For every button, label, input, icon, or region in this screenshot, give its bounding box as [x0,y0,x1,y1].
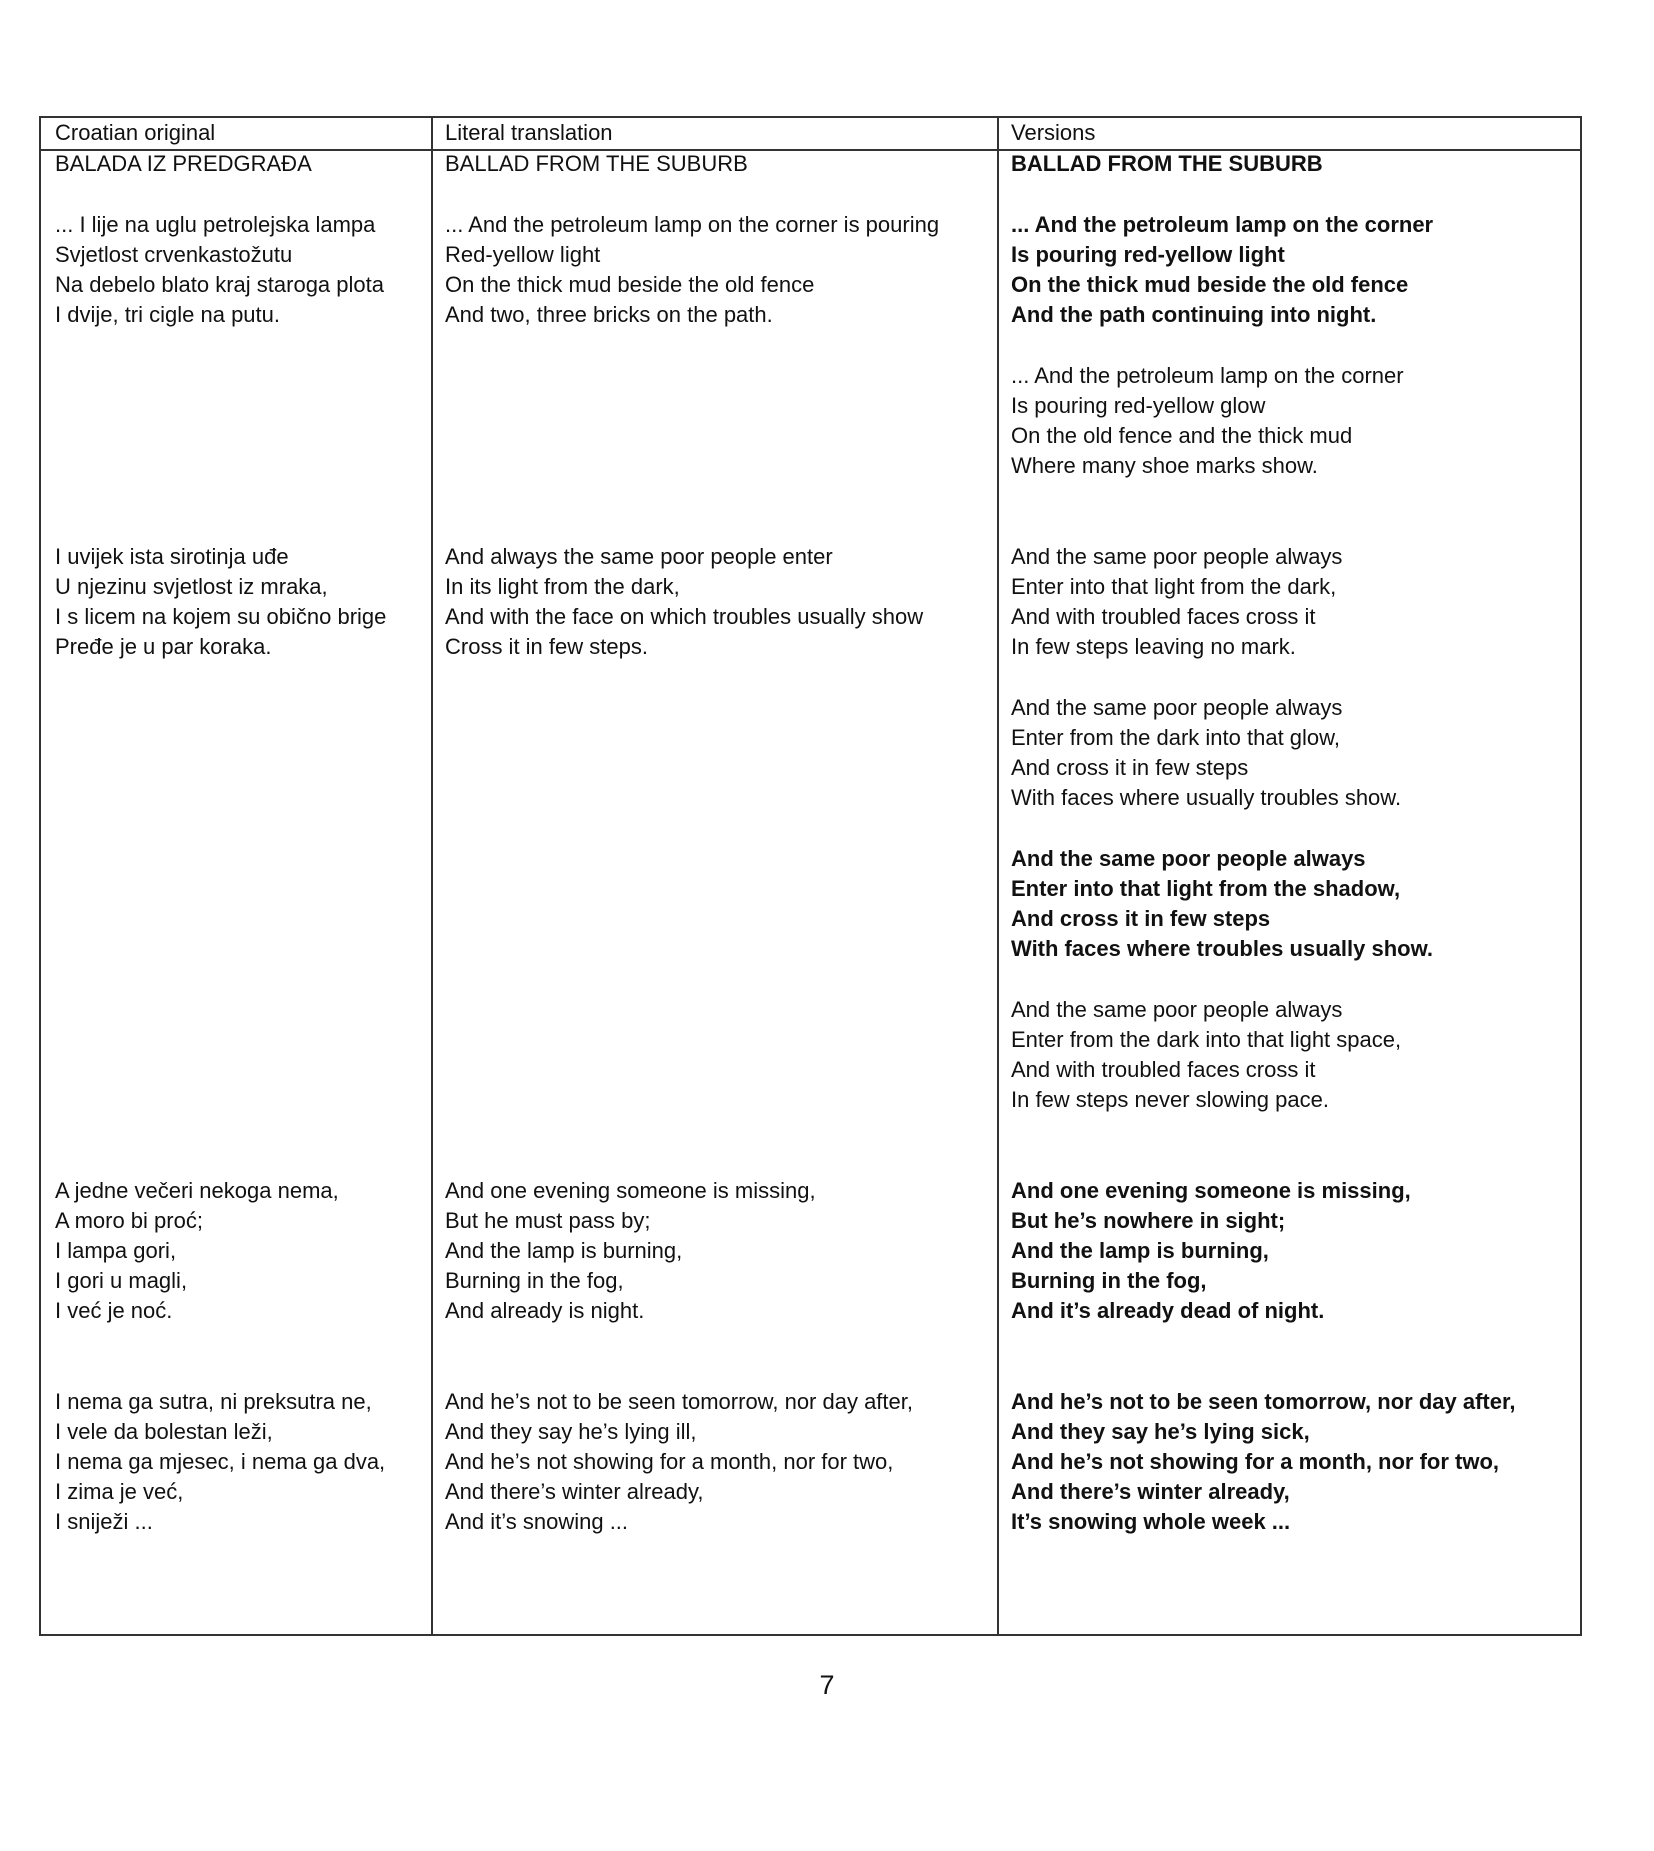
verse-line: On the thick mud beside the old fence [445,272,815,297]
verse-line: Burning in the fog, [445,1268,624,1293]
column-literal-translation [445,118,1000,1634]
poem-translation-table [39,116,1582,1636]
verse-line: Enter into that light from the shadow, [1011,876,1401,901]
verse-line: I uvijek ista sirotinja uđe [55,544,289,569]
page-number: 7 [819,1670,835,1700]
verse-line: Enter from the dark into that glow, [1011,725,1340,750]
verse-line: And one evening someone is missing, [445,1178,816,1203]
verse-line: ... I lije na uglu petrolejska lampa [55,212,376,237]
verse-line: I sniježi ... [55,1509,153,1534]
verse-line: And the lamp is burning, [1011,1238,1269,1263]
verse-line: ... And the petroleum lamp on the corner [1011,363,1404,388]
verse-line: And they say he’s lying sick, [1011,1419,1310,1444]
verse-line: And the same poor people always [1011,997,1343,1022]
header-literal: Literal translation [445,120,613,145]
verse-line: Is pouring red-yellow light [1011,242,1285,267]
verse-line: And there’s winter already, [445,1479,704,1504]
verse-line: A jedne večeri nekoga nema, [55,1178,339,1203]
verse-line: It’s snowing whole week ... [1011,1509,1291,1534]
verse-line: I lampa gori, [55,1238,177,1263]
verse-line: And cross it in few steps [1011,906,1271,931]
verse-line: With faces where usually troubles show. [1011,785,1402,810]
title-versions: BALLAD FROM THE SUBURB [1011,151,1323,176]
verse-line: And the same poor people always [1011,544,1343,569]
verse-line: Pređe je u par koraka. [55,634,272,659]
verse-line: And it’s already dead of night. [1011,1298,1325,1323]
verse-line: And he’s not showing for a month, nor for two, [445,1449,894,1474]
verse-line: And the path continuing into night. [1011,302,1377,327]
verse-line: I gori u magli, [55,1268,188,1293]
title-literal: BALLAD FROM THE SUBURB [445,151,748,176]
verse-line: And two, three bricks on the path. [445,302,773,327]
verse-line: Enter into that light from the dark, [1011,574,1337,599]
verse-line: In its light from the dark, [445,574,680,599]
title-original: BALADA IZ PREDGRAĐA [55,151,312,176]
verse-line: Burning in the fog, [1011,1268,1207,1293]
verse-line: I s licem na kojem su obično brige [55,604,387,629]
verse-line: I zima je već, [55,1479,184,1504]
column-divider-1 [431,118,433,1634]
header-original: Croatian original [55,120,216,145]
verse-line: And cross it in few steps [1011,755,1249,780]
verse-line: Enter from the dark into that light space, [1011,1027,1402,1052]
verse-line: On the old fence and the thick mud [1011,423,1353,448]
verse-line: And the same poor people always [1011,846,1366,871]
verse-line: A moro bi proć; [55,1208,203,1233]
verse-line: Is pouring red-yellow glow [1011,393,1266,418]
verse-line: And with troubled faces cross it [1011,604,1316,629]
verse-line: And they say he’s lying ill, [445,1419,697,1444]
verse-line: I dvije, tri cigle na putu. [55,302,281,327]
verse-line: And he’s not to be seen tomorrow, nor day after, [445,1389,913,1414]
verse-line: Where many shoe marks show. [1011,453,1318,478]
column-croatian-original [55,118,429,1634]
verse-line: And there’s winter already, [1011,1479,1290,1504]
verse-line: Svjetlost crvenkastožutu [55,242,293,267]
verse-line: I nema ga sutra, ni preksutra ne, [55,1389,372,1414]
verse-line: And he’s not to be seen tomorrow, nor day after, [1011,1389,1516,1414]
verse-line: Red-yellow light [445,242,601,267]
verse-line: And he’s not showing for a month, nor for two, [1011,1449,1500,1474]
verse-line: And with the face on which troubles usually show [445,604,924,629]
column-versions [1011,118,1571,1634]
verse-line: And it’s snowing ... [445,1509,629,1534]
verse-line: In few steps leaving no mark. [1011,634,1296,659]
verse-line: And with troubled faces cross it [1011,1057,1316,1082]
verse-line: And always the same poor people enter [445,544,833,569]
verse-line: I vele da bolestan leži, [55,1419,273,1444]
verse-line: But he must pass by; [445,1208,651,1233]
verse-line: I nema ga mjesec, i nema ga dva, [55,1449,386,1474]
verse-line: And one evening someone is missing, [1011,1178,1411,1203]
header-versions: Versions [1011,120,1096,145]
verse-line: Cross it in few steps. [445,634,648,659]
verse-line: ... And the petroleum lamp on the corner [1011,212,1434,237]
verse-line: On the thick mud beside the old fence [1011,272,1409,297]
verse-line: And the same poor people always [1011,695,1343,720]
verse-line: But he’s nowhere in sight; [1011,1208,1286,1233]
verse-line: And the lamp is burning, [445,1238,683,1263]
verse-line: In few steps never slowing pace. [1011,1087,1329,1112]
verse-line: And already is night. [445,1298,645,1323]
verse-line: ... And the petroleum lamp on the corner is pouring [445,212,940,237]
verse-line: I već je noć. [55,1298,173,1323]
verse-line: With faces where troubles usually show. [1011,936,1433,961]
verse-line: U njezinu svjetlost iz mraka, [55,574,328,599]
verse-line: Na debelo blato kraj staroga plota [55,272,384,297]
